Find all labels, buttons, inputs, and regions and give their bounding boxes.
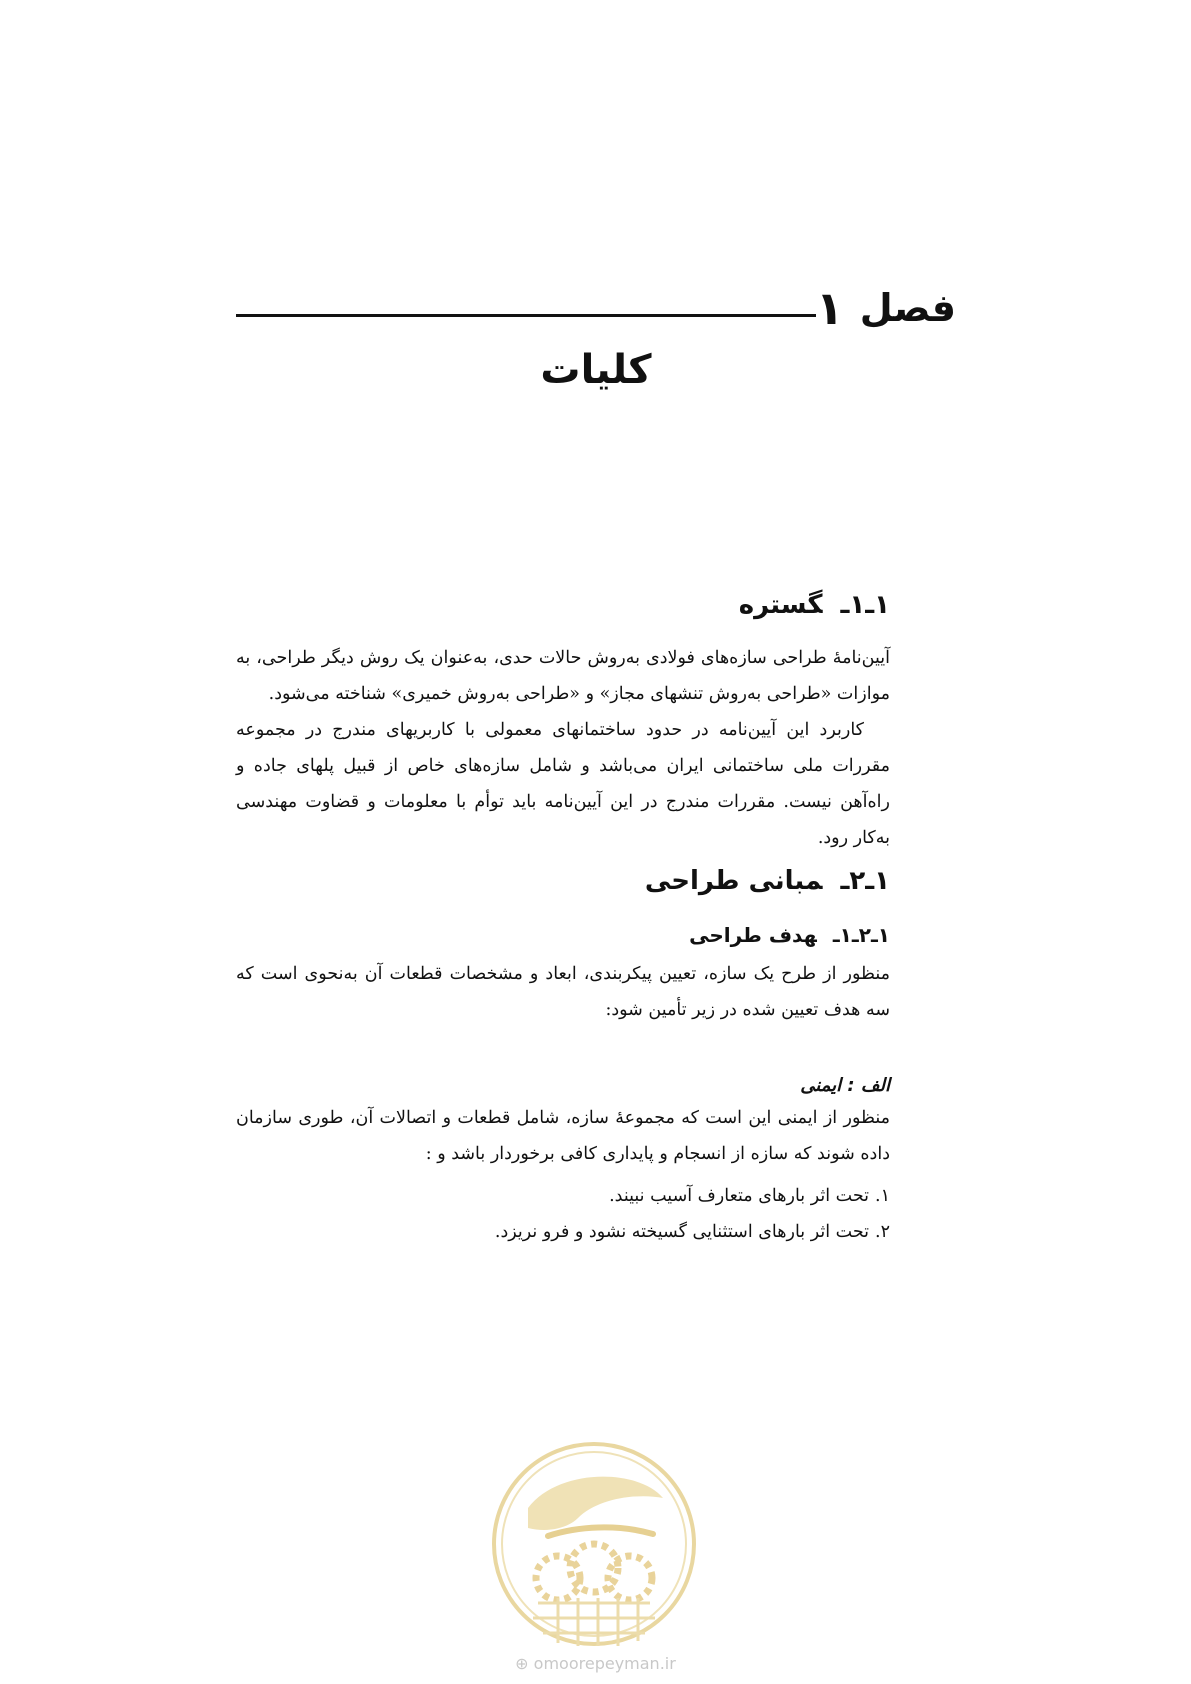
subsection-1-paragraph: منظور از طرح یک سازه، تعیین پیکربندی، ابعاد و مشخصات قطعات آن به‌نحوی است که سه هدف تعیین شده در زیر تأمین شود: [236,964,890,1020]
section-1-title: گستره [738,590,823,620]
section-2-number: ۱ـ۲ـ [840,866,890,896]
safety-list-wrap [334,1178,890,1250]
list-item-number: ۱. [875,1186,890,1206]
watermark-url-text: omoorepeyman.ir [533,1654,676,1673]
list-item-number: ۲. [875,1222,890,1242]
watermark-globe-icon: ⊕ [515,1654,529,1673]
section-1-heading-row [236,590,890,621]
list-item-text: تحت اثر بارهای متعارف آسیب نبیند. [609,1186,870,1206]
chapter-header [236,278,956,338]
section-1-heading [236,590,890,621]
section-2-title: مبانی طراحی [644,866,823,896]
list-item [334,1214,890,1250]
watermark-grid [533,1598,655,1646]
subsection-1-number: ۱ـ۲ـ۱ـ [832,923,890,947]
section-1-number: ۱ـ۱ـ [840,590,890,620]
safety-list [334,1178,890,1250]
section-2-heading-row [236,866,890,897]
safety-paragraph: منظور از ایمنی این است که مجموعهٔ سازه، شامل قطعات و اتصالات آن، طوری سازمان داده شوند که سازه از انسجام و پایداری کافی برخوردار باشد و : [236,1108,890,1164]
subsection-1-heading-row [236,923,890,947]
watermark-logo [488,1438,700,1650]
subsection-1-body [236,956,890,1028]
section-1-body [236,640,890,856]
chapter-rule [236,314,816,317]
section-1-paragraph-1: آیین‌نامهٔ طراحی سازه‌های فولادی به‌روش حالات حدی، به‌عنوان یک روش دیگر طراحی، به موازات «طراحی به‌روش تنشهای مجاز» و «طراحی به‌روش خمیری» شناخته می‌شود. [236,648,890,704]
safety-heading: الف : ایمنی [800,1075,890,1096]
list-item-text: تحت اثر بارهای استثنایی گسیخته نشود و فرو نریزد. [494,1222,870,1242]
watermark-script-shape [528,1477,663,1530]
chapter-label: فصل [859,286,956,330]
subsection-1-heading [236,923,890,947]
section-2-heading [236,866,890,897]
chapter-number: ۱ [815,281,844,335]
section-1-paragraph-2: کاربرد این آیین‌نامه در حدود ساختمانهای معمولی با کاربریهای مندرج در مجموعه مقررات ملی ساختمانی ایران می‌باشد و شامل سازه‌های خاص از قبیل پلهای جاده و راه‌آهن نیست. مقررات مندرج در این آیین‌نامه باید توأم با معلومات و قضاوت مهندسی به‌کار رود. [236,720,890,848]
watermark-url [0,1654,1191,1673]
chapter-title: کلیات [540,347,652,393]
safety-body [236,1100,890,1172]
safety-heading-row [236,1075,890,1097]
subsection-1-title: هدف طراحی [689,923,817,947]
list-item [334,1178,890,1214]
